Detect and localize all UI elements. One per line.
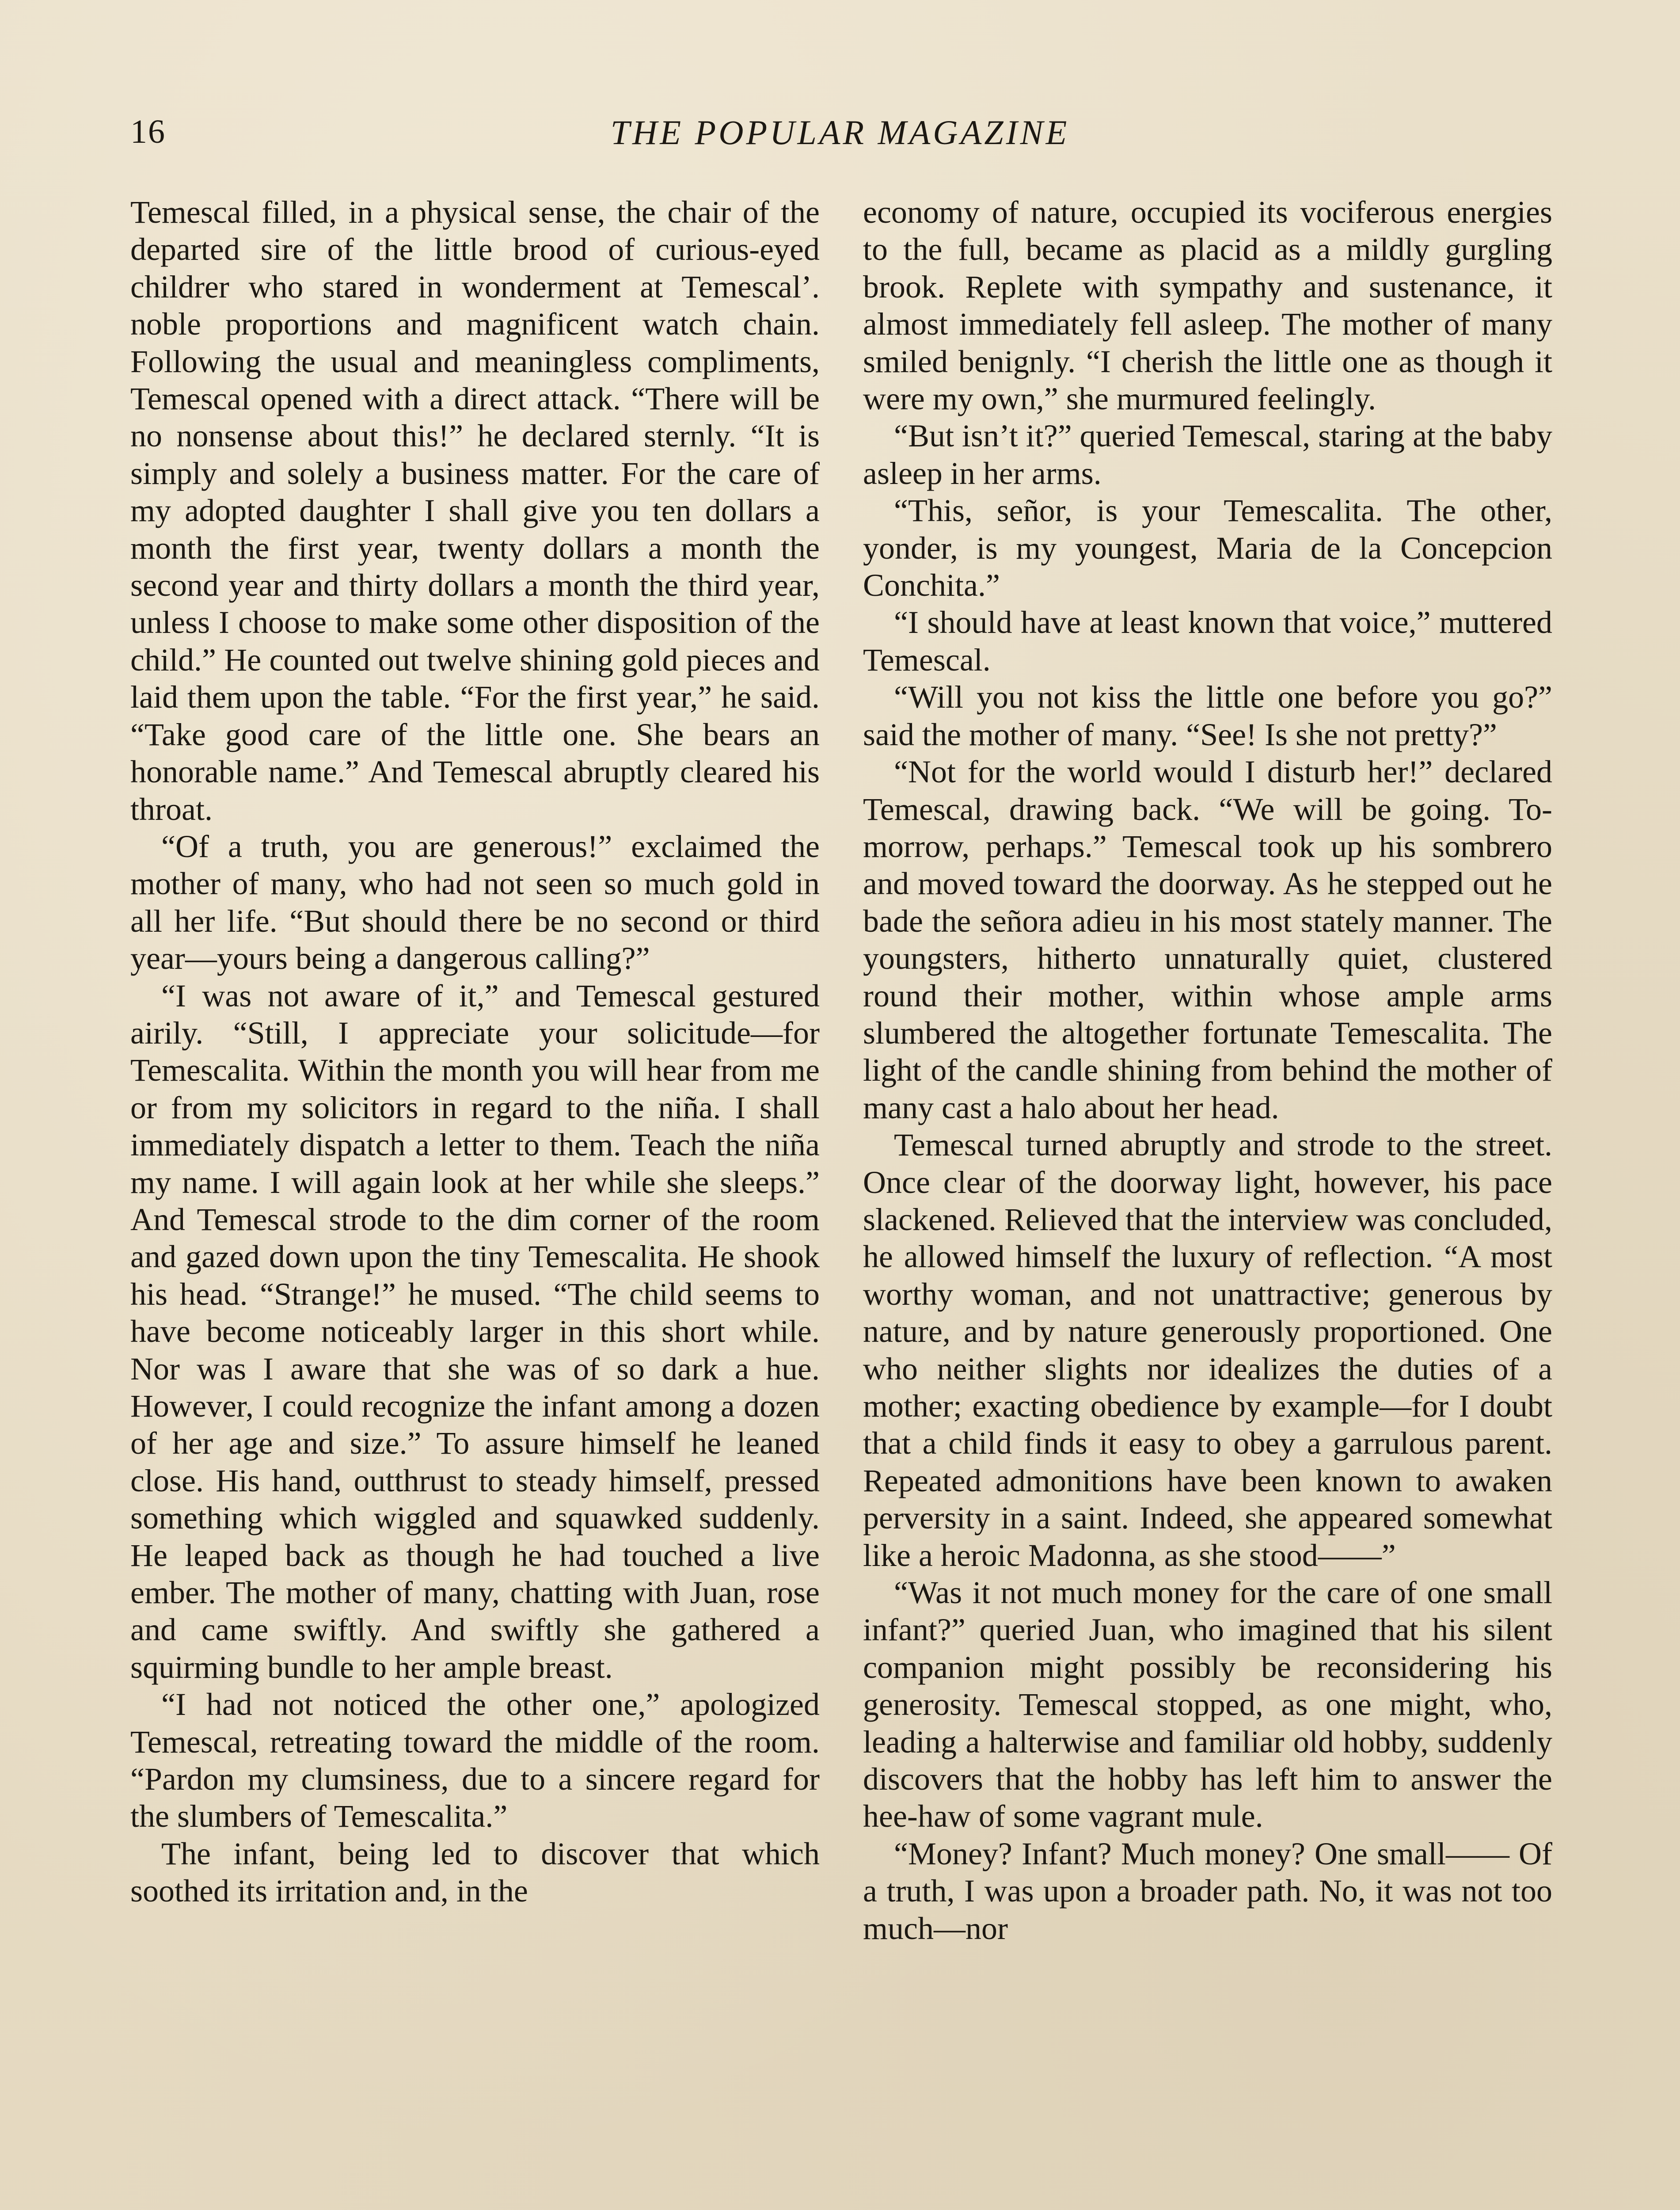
paragraph: “But isn’t it?” queried Temescal, staring at the baby asleep in her arms. [863, 418, 1552, 491]
paragraph: “I should have at least known that voice,” muttered Temescal. [863, 605, 1552, 678]
paragraph: Temescal filled, in a physical sense, the chair of the departed sire of the little brood of curious-eyed childrer who stared in wonderment at Temescal’. noble proportions and magnificent watch chain. Following the usual and meaningless compliments, Temescal opened with a direct attack. “There will be no nonsense about this!” he declared sternly. “It is simply and solely a business matter. For the care of my adopted daughter I shall give you ten dollars a month the first year, twenty dollars a month the second year and thirty dollars a month the third year, unless I choose to make some other disposition of the child.” He counted out twelve shining gold pieces and laid them upon the table. “For the first year,” he said. “Take good care of the little one. She bears an honorable name.” And Temescal abruptly cleared his throat. [130, 194, 820, 827]
paragraph: Temescal turned abruptly and strode to the street. Once clear of the doorway light, however, his pace slackened. Relieved that the interview was concluded, he allowed himself the luxury of reflection. “A most worthy woman, and not unattractive; generous by nature, and by nature generously proportioned. One who neither slights nor idealizes the duties of a mother; exacting obedience by example—for I doubt that a child finds it easy to obey a garrulous parent. Repeated admonitions have been known to awaken perversity in a saint. Indeed, she appeared somewhat like a heroic Madonna, as she stood——” [863, 1127, 1552, 1573]
left-column [130, 194, 820, 1910]
paragraph: “Of a truth, you are generous!” exclaimed the mother of many, who had not seen so much gold in all her life. “But should there be no second or third year—yours being a dangerous calling?” [130, 828, 820, 976]
paragraph: “Not for the world would I disturb her!” declared Temescal, drawing back. “We will be going. To-morrow, perhaps.” Temescal took up his sombrero and moved toward the doorway. As he stepped out he bade the señora adieu in his most stately manner. The youngsters, hitherto unnaturally quiet, clustered round their mother, within whose ample arms slumbered the altogether fortunate Temescalita. The light of the candle shining from behind the mother of many cast a halo about her head. [863, 754, 1552, 1125]
paragraph: “I had not noticed the other one,” apologized Temescal, retreating toward the middle of the room. “Pardon my clumsiness, due to a sincere regard for the slumbers of Temescalita.” [130, 1687, 820, 1834]
paragraph: “Will you not kiss the little one before you go?” said the mother of many. “See! Is she not pretty?” [863, 679, 1552, 752]
right-column [863, 194, 1552, 1947]
paragraph: “Was it not much money for the care of one small infant?” queried Juan, who imagined that his silent companion might possibly be reconsidering his generosity. Temescal stopped, as one might, who, leading a halterwise and familiar old hobby, suddenly discovers that the hobby has left him to answer the hee-haw of some vagrant mule. [863, 1575, 1552, 1834]
paragraph: “Money? Infant? Much money? One small—— Of a truth, I was upon a broader path. No, it was not too much—nor [863, 1836, 1552, 1946]
paragraph: “This, señor, is your Temescalita. The other, yonder, is my youngest, Maria de la Concepcion Conchita.” [863, 493, 1552, 603]
page-header [130, 113, 1550, 170]
paragraph: “I was not aware of it,” and Temescal gestured airily. “Still, I appreciate your solicitude—for Temescalita. Within the month you will hear from me or from my solicitors in regard to the niña. I shall immediately dispatch a letter to them. Teach the niña my name. I will again look at her while she sleeps.” And Temescal strode to the dim corner of the room and gazed down upon the tiny Temescalita. He shook his head. “Strange!” he mused. “The child seems to have become noticeably larger in this short while. Nor was I aware that she was of so dark a hue. However, I could recognize the infant among a dozen of her age and size.” To assure himself he leaned close. His hand, outthrust to steady himself, pressed something which wiggled and squawked suddenly. He leaped back as though he had touched a live ember. The mother of many, chatting with Juan, rose and came swiftly. And swiftly she gathered a squirming bundle to her ample breast. [130, 978, 820, 1685]
running-title: THE POPULAR MAGAZINE [610, 113, 1070, 152]
paragraph: The infant, being led to discover that which soothed its irritation and, in the [130, 1836, 820, 1909]
paragraph: economy of nature, occupied its vociferous energies to the full, became as placid as a mildly gurgling brook. Replete with sympathy and sustenance, it almost immediately fell asleep. The mother of many smiled benignly. “I cherish the little one as though it were my own,” she murmured feelingly. [863, 194, 1552, 417]
page-number: 16 [130, 113, 166, 150]
